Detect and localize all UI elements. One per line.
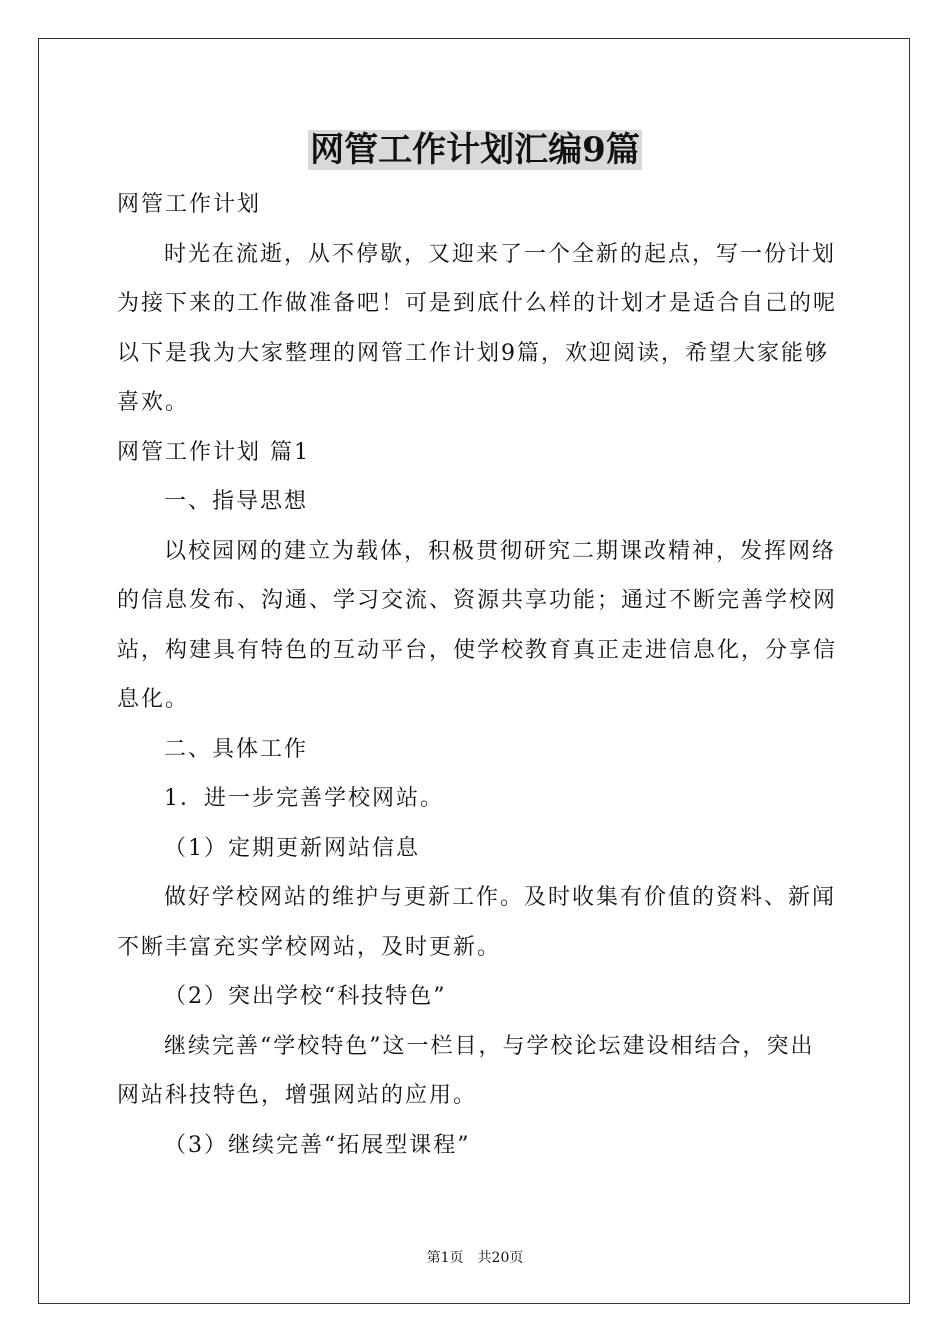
body-line: 做好学校网站的维护与更新工作。及时收集有价值的资料、新闻 [164, 885, 837, 910]
document-body [117, 180, 838, 1170]
body-line: 喜欢。 [117, 390, 190, 415]
body-line: 以下是我为大家整理的网管工作计划9篇，欢迎阅读，希望大家能够 [117, 340, 829, 366]
list-subitem: （1）定期更新网站信息 [164, 835, 420, 861]
section-heading: 网管工作计划 篇1 [117, 439, 310, 465]
body-line: 息化。 [117, 687, 190, 712]
body-line: 时光在流逝，从不停歇，又迎来了一个全新的起点，写一份计划 [164, 241, 837, 267]
body-line: 的信息发布、沟通、学习交流、资源共享功能；通过不断完善学校网 [117, 588, 838, 613]
subsection-heading: 一、指导思想 [164, 489, 309, 514]
document-title-text: 网管工作计划汇编9篇 [310, 130, 640, 170]
body-line: 网站科技特色，增强网站的应用。 [117, 1083, 478, 1108]
body-line: 继续完善“学校特色”这一栏目，与学校论坛建设相结合，突出 [164, 1033, 815, 1059]
document-title [0, 128, 950, 172]
body-line: 为接下来的工作做准备吧！可是到底什么样的计划才是适合自己的呢 [117, 291, 838, 316]
subsection-heading: 二、具体工作 [164, 736, 309, 762]
page-footer: 第1页 共20页 [426, 1250, 524, 1266]
list-subitem: （3）继续完善“拓展型课程” [164, 1132, 471, 1158]
body-line: 站，构建具有特色的互动平台，使学校教育真正走进信息化，分享信 [117, 637, 838, 663]
body-line: 以校园网的建立为载体，积极贯彻研究二期课改精神，发挥网络 [164, 538, 837, 564]
body-line: 不断丰富充实学校网站，及时更新。 [117, 934, 502, 960]
list-item: 1．进一步完善学校网站。 [164, 786, 444, 811]
list-subitem: （2）突出学校“科技特色” [164, 984, 447, 1009]
body-line: 网管工作计划 [117, 192, 262, 217]
